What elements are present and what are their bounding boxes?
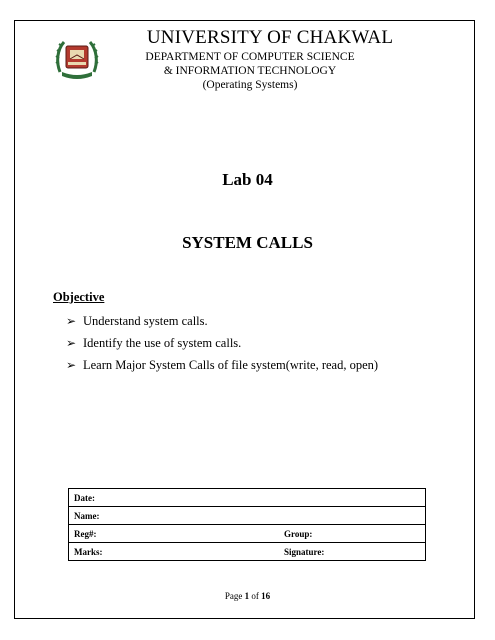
table-row: [69, 525, 426, 543]
page-current: 1: [244, 591, 250, 601]
university-name: UNIVERSITY OF CHAKWAL: [146, 27, 394, 48]
date-cell: Date:: [69, 489, 426, 507]
department-line1: DEPARTMENT OF COMPUTER SCIENCE: [145, 51, 355, 63]
department-line2: & INFORMATION TECHNOLOGY: [163, 65, 337, 77]
arrow-bullet-icon: ➢: [66, 314, 77, 328]
page-footer: [0, 591, 495, 601]
university-logo: [54, 36, 100, 80]
arrow-bullet-icon: ➢: [66, 358, 77, 372]
lab-title: SYSTEM CALLS: [182, 233, 313, 252]
table-row: [69, 507, 426, 525]
list-item: [66, 314, 378, 336]
objective-item-text: Identify the use of system calls.: [83, 336, 242, 350]
page-of-label: of: [251, 591, 259, 601]
page-total: 16: [261, 591, 271, 601]
reg-cell: Reg#:: [69, 525, 280, 543]
group-cell: Group:: [279, 525, 426, 543]
student-info-table: [68, 488, 426, 561]
list-item: [66, 336, 378, 358]
subject-name: (Operating Systems): [202, 79, 298, 91]
signature-cell: Signature:: [279, 543, 426, 561]
objective-item-text: Understand system calls.: [83, 314, 208, 328]
marks-cell: Marks:: [69, 543, 280, 561]
page-label: Page: [224, 591, 243, 601]
objective-list: [66, 314, 378, 380]
table-row: [69, 543, 426, 561]
lab-number: Lab 04: [222, 170, 273, 189]
list-item: [66, 358, 378, 380]
table-row: [69, 489, 426, 507]
objective-item-text: Learn Major System Calls of file system(write, read, open): [83, 358, 379, 372]
arrow-bullet-icon: ➢: [66, 336, 77, 350]
name-cell: Name:: [69, 507, 426, 525]
objective-heading: Objective: [53, 290, 105, 304]
